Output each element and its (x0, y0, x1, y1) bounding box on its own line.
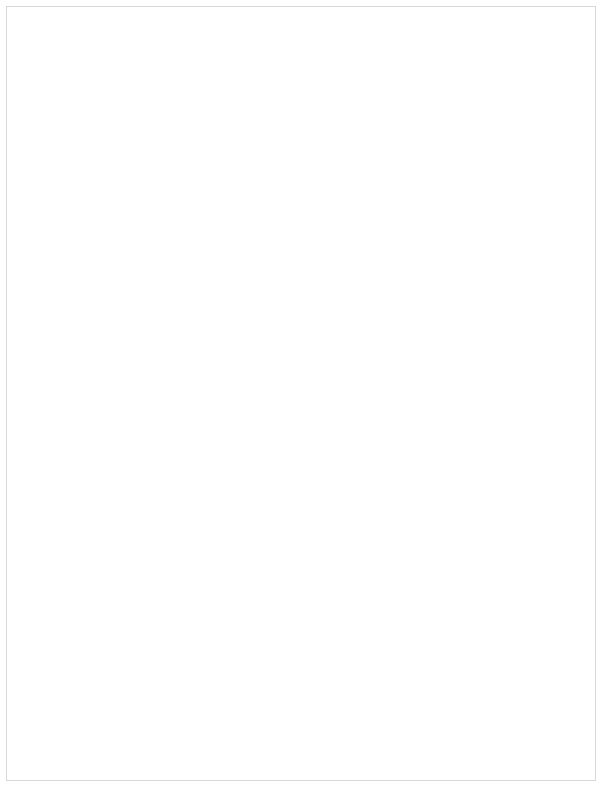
paragraph-block-1 (18, 92, 584, 114)
paragraph-2 (18, 128, 584, 150)
article-body (18, 92, 584, 150)
paragraph-1 (18, 92, 584, 114)
subheadline (18, 58, 584, 78)
headline (18, 16, 584, 54)
paragraph-block-2 (18, 128, 584, 150)
